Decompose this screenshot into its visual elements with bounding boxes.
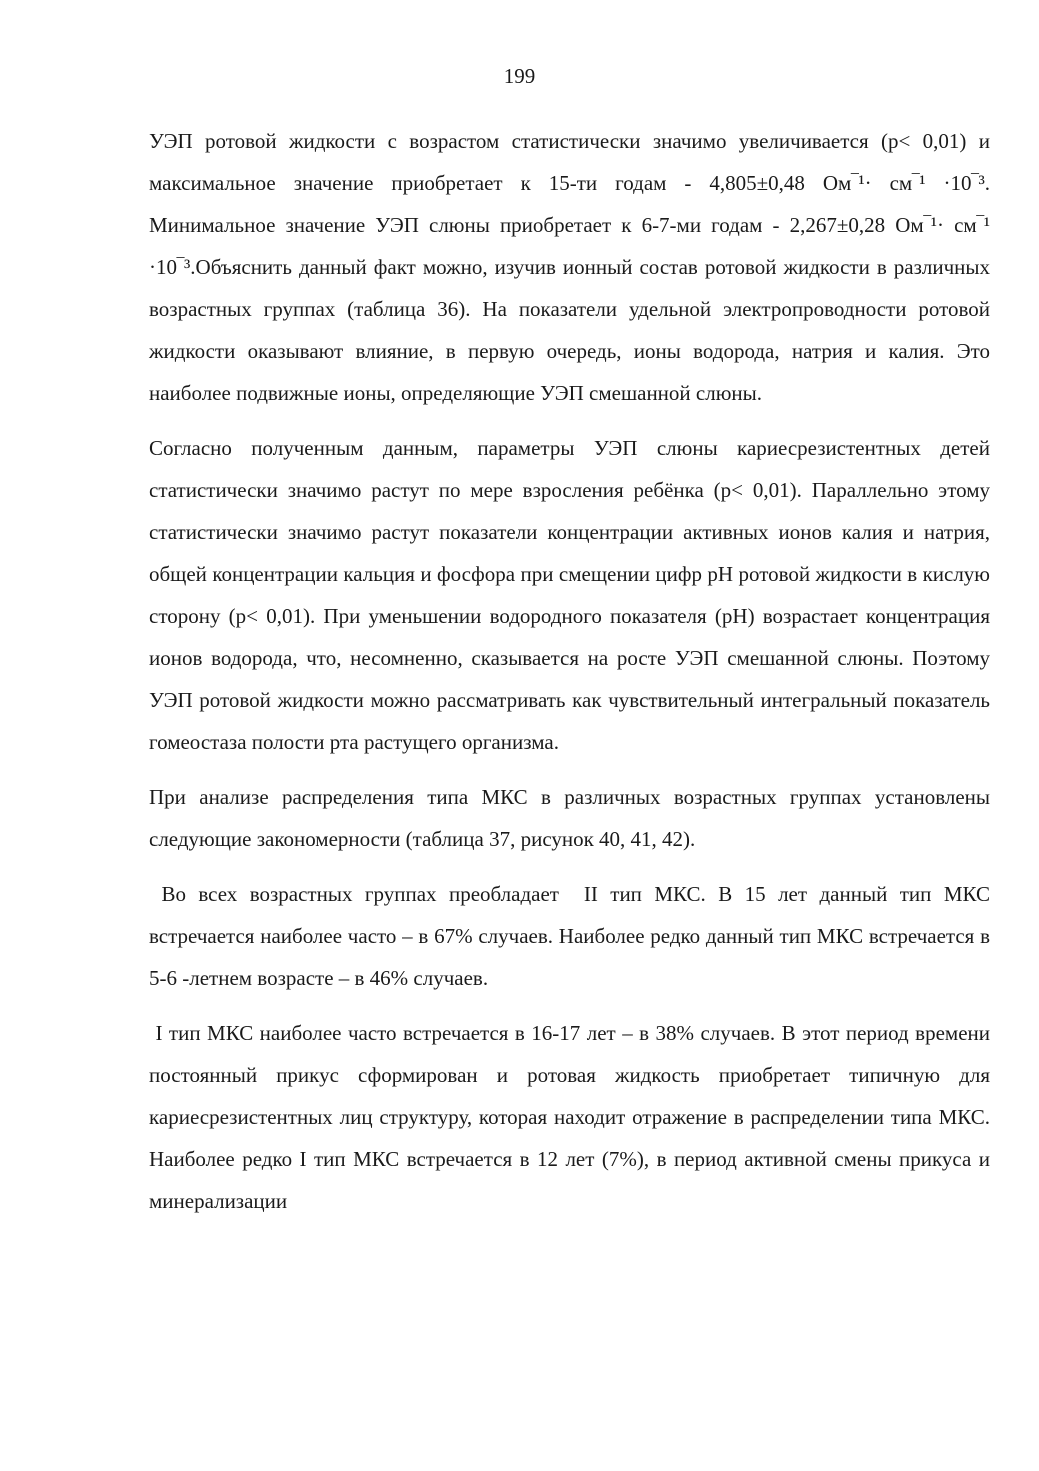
paragraph-5: I тип МКС наиболее часто встречается в 16-17 лет – в 38% случаев. В этот период времени постоянный прикус сформирован и ротовая жидкость приобретает типичную для кариесрезистентных лиц структуру, которая находит отражение в распределении типа МКС. Наиболее редко I тип МКС встречается в 12 лет (7%), в период активной смены прикуса и минерализации (149, 1021, 996, 1213)
paragraph-2: Согласно полученным данным, параметры УЭП слюны кариесрезистентных детей статистически значимо растут по мере взросления ребёнка (р< 0,01). Параллельно этому статистически значимо растут показатели концентрации активных ионов калия и натрия, общей концентрации кальция и фосфора при смещении цифр рН ротовой жидкости в кислую сторону (р< 0,01). При уменьшении водородного показателя (рН) возрастает концентрация ионов водорода, что, несомненно, сказывается на росте УЭП смешанной слюны. Поэтому УЭП ротовой жидкости можно рассматривать как чувствительный интегральный показатель гомеостаза полости рта растущего организма. (149, 436, 990, 754)
page-number: 199 (503, 64, 536, 88)
paragraph-1: УЭП ротовой жидкости с возрастом статистически значимо увеличивается (р< 0,01) и максимальное значение приобретает к 15-ти годам - 4,805±0,48 Ом‾¹· см‾¹ ·10‾³. Минимальное значение УЭП слюны приобретает к 6-7-ми годам - 2,267±0,28 Ом‾¹· см‾¹ ·10‾³.Объяснить данный факт можно, изучив ионный состав ротовой жидкости в различных возрастных группах (таблица 36). На показатели удельной электропроводности ротовой жидкости оказывают влияние, в первую очередь, ионы водорода, натрия и калия. Это наиболее подвижные ионы, определяющие УЭП смешанной слюны. (149, 129, 990, 405)
paragraph-3: При анализе распределения типа МКС в различных возрастных группах установлены следующие закономерности (таблица 37, рисунок 40, 41, 42). (149, 785, 990, 851)
paragraph-4: Во всех возрастных группах преобладает II тип МКС. В 15 лет данный тип МКС встречается наиболее часто – в 67% случаев. Наиболее редко данный тип МКС встречается в 5-6 -летнем возрасте – в 46% случаев. (149, 882, 996, 990)
body-text (149, 120, 996, 1222)
